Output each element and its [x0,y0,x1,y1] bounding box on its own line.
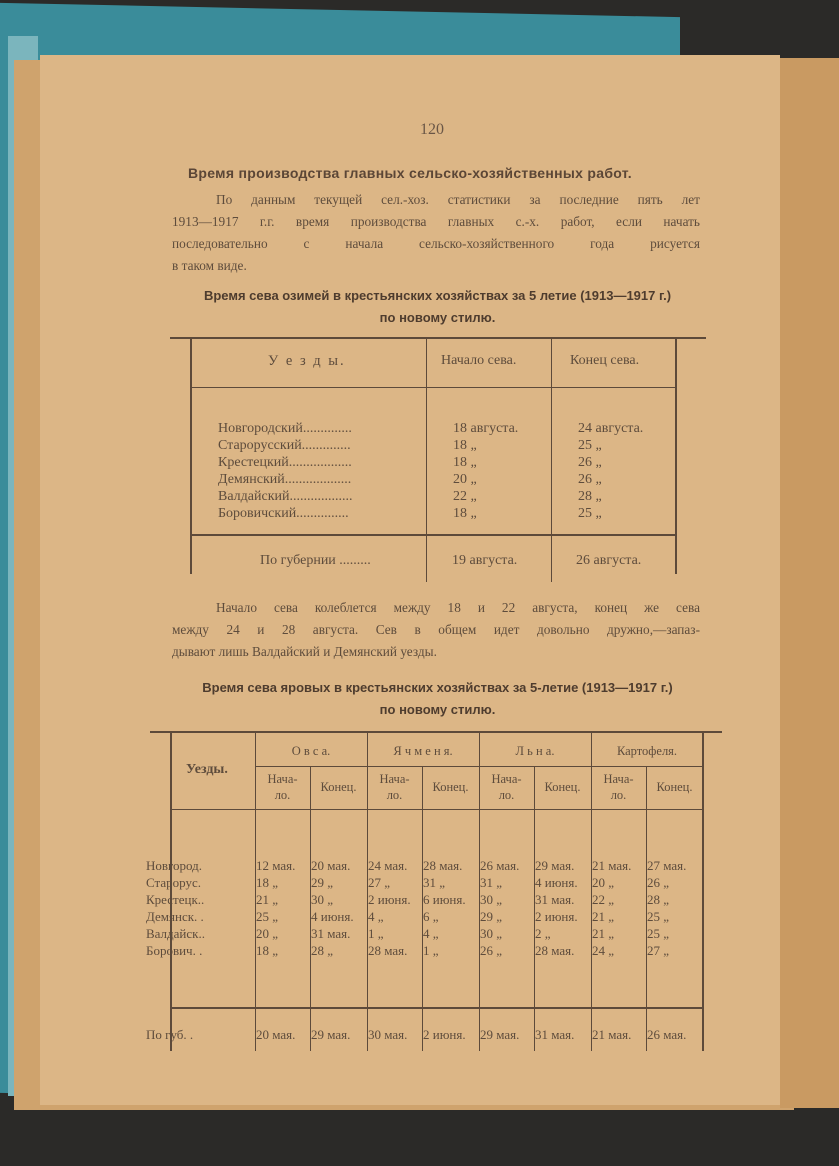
table-rule [551,337,552,582]
table-row-cell: 4 июня. [311,909,354,924]
table-row-cell: 25 „ [647,909,670,924]
total-row-cell: 30 мая. [368,1027,408,1042]
row-end: 26 „ [578,455,602,470]
table-row-cell: 27 „ [368,875,391,890]
row-end: 25 „ [578,438,602,453]
table-rule [255,766,704,767]
table-row-cell: 31 мая. [311,926,351,941]
table1-title [170,285,705,329]
table-row-cell: 27 „ [647,943,670,958]
table-row-cell: 29 „ [480,909,503,924]
table2-title [170,677,705,721]
table-row-name: Борович. . [146,943,203,958]
table-row-cell: 20 „ [592,875,615,890]
table-row-cell: 27 мая. [647,858,687,873]
total-row-cell: 26 мая. [647,1027,687,1042]
total-end: 26 августа. [576,553,642,568]
intro-line: По данным текущей сел.-хоз. статистики за последние пять лет [216,192,700,207]
table-row-name: Новгород. [146,858,203,873]
table-row-cell: 26 „ [480,943,503,958]
table-row-cell: 28 мая. [368,943,408,958]
table-row-cell: 30 „ [480,892,503,907]
table-row-cell: 21 „ [256,892,279,907]
sub-end: Конец. [320,780,357,794]
sub-start: Нача- ло. [267,772,298,802]
table-rule [170,809,704,810]
table-row-cell: 28 „ [311,943,334,958]
table2-title-line: по новому стилю. [379,702,496,717]
table-row-cell: 4 „ [368,909,384,924]
table-row-cell: 6 июня. [423,892,466,907]
table-row-cell: 4 „ [423,926,439,941]
table-row-cell: 26 мая. [480,858,520,873]
intro-line: 1913—1917 г.г. время производства главных с.-х. работ, если начать [172,214,700,229]
header-uezdy: Уезды. [186,762,228,777]
table-rule [190,534,677,536]
table-row-cell: 2 июня. [368,892,411,907]
table1-title-line: Время сева озимей в крестьянских хозяйствах за 5 летие (1913—1917 г.) [203,288,672,303]
header-start: Начало сева. [441,353,517,368]
total-row-name: По губ. . [146,1027,194,1042]
table-row-cell: 2 „ [535,926,551,941]
sub-end: Конец. [656,780,693,794]
table-row-cell: 18 „ [256,943,279,958]
intro-line: последовательно с начала сельско-хозяйственного года рисуется [172,236,700,251]
total-row-cell: 31 мая. [535,1027,575,1042]
group-potato: Картофеля. [616,744,678,758]
table-row-cell: 4 июня. [535,875,578,890]
total-row-cell: 2 июня. [423,1027,466,1042]
table-row-cell: 31 „ [423,875,446,890]
row-start: 18 „ [453,506,477,521]
group-barley: Я ч м е н я. [393,744,453,758]
spring-sowing-table [146,731,730,1051]
sub-end: Конец. [432,780,469,794]
table-row-cell: 31 „ [480,875,503,890]
table-row-cell: 24 мая. [368,858,408,873]
total-row-cell: 29 мая. [311,1027,351,1042]
table-row-cell: 21 мая. [592,858,632,873]
middle-line: дывают лишь Валдайский и Демянский уезды. [172,644,437,659]
row-end: 24 августа. [578,421,644,436]
table-rule [190,337,192,574]
table-row-cell: 28 „ [647,892,670,907]
table-rule [150,731,722,733]
table-row-cell: 21 „ [592,926,615,941]
intro-paragraph [172,189,700,277]
table-row-name: Демянск. . [146,909,204,924]
table-row-cell: 1 „ [368,926,384,941]
sub-start: Нача- ло. [603,772,634,802]
table-row-cell: 22 „ [592,892,615,907]
header-uezdy: У е з д ы. [268,353,346,369]
table-row-cell: 28 мая. [535,943,575,958]
winter-sowing-table [170,337,706,582]
table-row-cell: 20 „ [256,926,279,941]
table-row-cell: 21 „ [592,909,615,924]
table-rule [426,337,427,582]
table-row-cell: 29 мая. [535,858,575,873]
book-page [40,55,780,1105]
table-rule [675,337,677,574]
table-row-cell: 26 „ [647,875,670,890]
row-start: 18 „ [453,438,477,453]
table-row-cell: 25 „ [647,926,670,941]
page-number: 120 [420,121,444,138]
total-row-cell: 29 мая. [480,1027,520,1042]
row-name: Новгородский.............. [218,421,352,436]
facing-page [780,58,839,1108]
table-row-cell: 28 мая. [423,858,463,873]
header-end: Конец сева. [570,353,640,368]
row-start: 22 „ [453,489,477,504]
row-end: 28 „ [578,489,602,504]
table-row-cell: 29 „ [311,875,334,890]
total-row-cell: 21 мая. [592,1027,632,1042]
table-row-cell: 18 „ [256,875,279,890]
table-row-cell: 12 мая. [256,858,296,873]
row-name: Старорусский.............. [218,438,351,453]
total-start: 19 августа. [452,553,518,568]
middle-line: между 24 и 28 августа. Сев в общем идет довольно дружно,—запаз- [172,622,700,637]
table-row-cell: 6 „ [423,909,439,924]
table-row-cell: 20 мая. [311,858,351,873]
sub-start: Нача- ло. [491,772,522,802]
table-row-cell: 1 „ [423,943,439,958]
table-row-cell: 24 „ [592,943,615,958]
middle-line: Начало сева колеблется между 18 и 22 августа, конец же сева [216,600,700,615]
total-name: По губернии ......... [260,553,371,568]
row-start: 18 „ [453,455,477,470]
row-end: 26 „ [578,472,602,487]
row-start: 18 августа. [453,421,519,436]
row-name: Крестецкий.................. [218,455,352,470]
table-rule [170,337,706,339]
group-flax: Л ь н а. [515,744,555,758]
table-row-name: Крестецк.. [146,892,205,907]
section-title: Время производства главных сельско-хозяйственных работ. [188,165,632,181]
total-row-cell: 20 мая. [256,1027,296,1042]
table-row-cell: 25 „ [256,909,279,924]
sub-start: Нача- ло. [379,772,410,802]
table1-title-line: по новому стилю. [379,310,496,325]
table-row-cell: 2 июня. [535,909,578,924]
row-name: Боровичский............... [218,506,349,521]
intro-line: в таком виде. [172,258,247,273]
group-oats: О в с а. [291,744,331,758]
row-name: Валдайский.................. [218,489,353,504]
table-row-name: Старорус. [146,875,201,890]
table-rule [170,1007,704,1009]
row-end: 25 „ [578,506,602,521]
sub-end: Конец. [544,780,581,794]
table-row-cell: 31 мая. [535,892,575,907]
table2-title-line: Время сева яровых в крестьянских хозяйствах за 5-летие (1913—1917 г.) [202,680,673,695]
middle-paragraph [172,597,700,663]
table-row-cell: 30 „ [480,926,503,941]
table-rule [190,387,677,388]
row-name: Демянский................... [218,472,352,487]
table-row-name: Валдайск.. [146,926,205,941]
table-row-cell: 30 „ [311,892,334,907]
row-start: 20 „ [453,472,477,487]
